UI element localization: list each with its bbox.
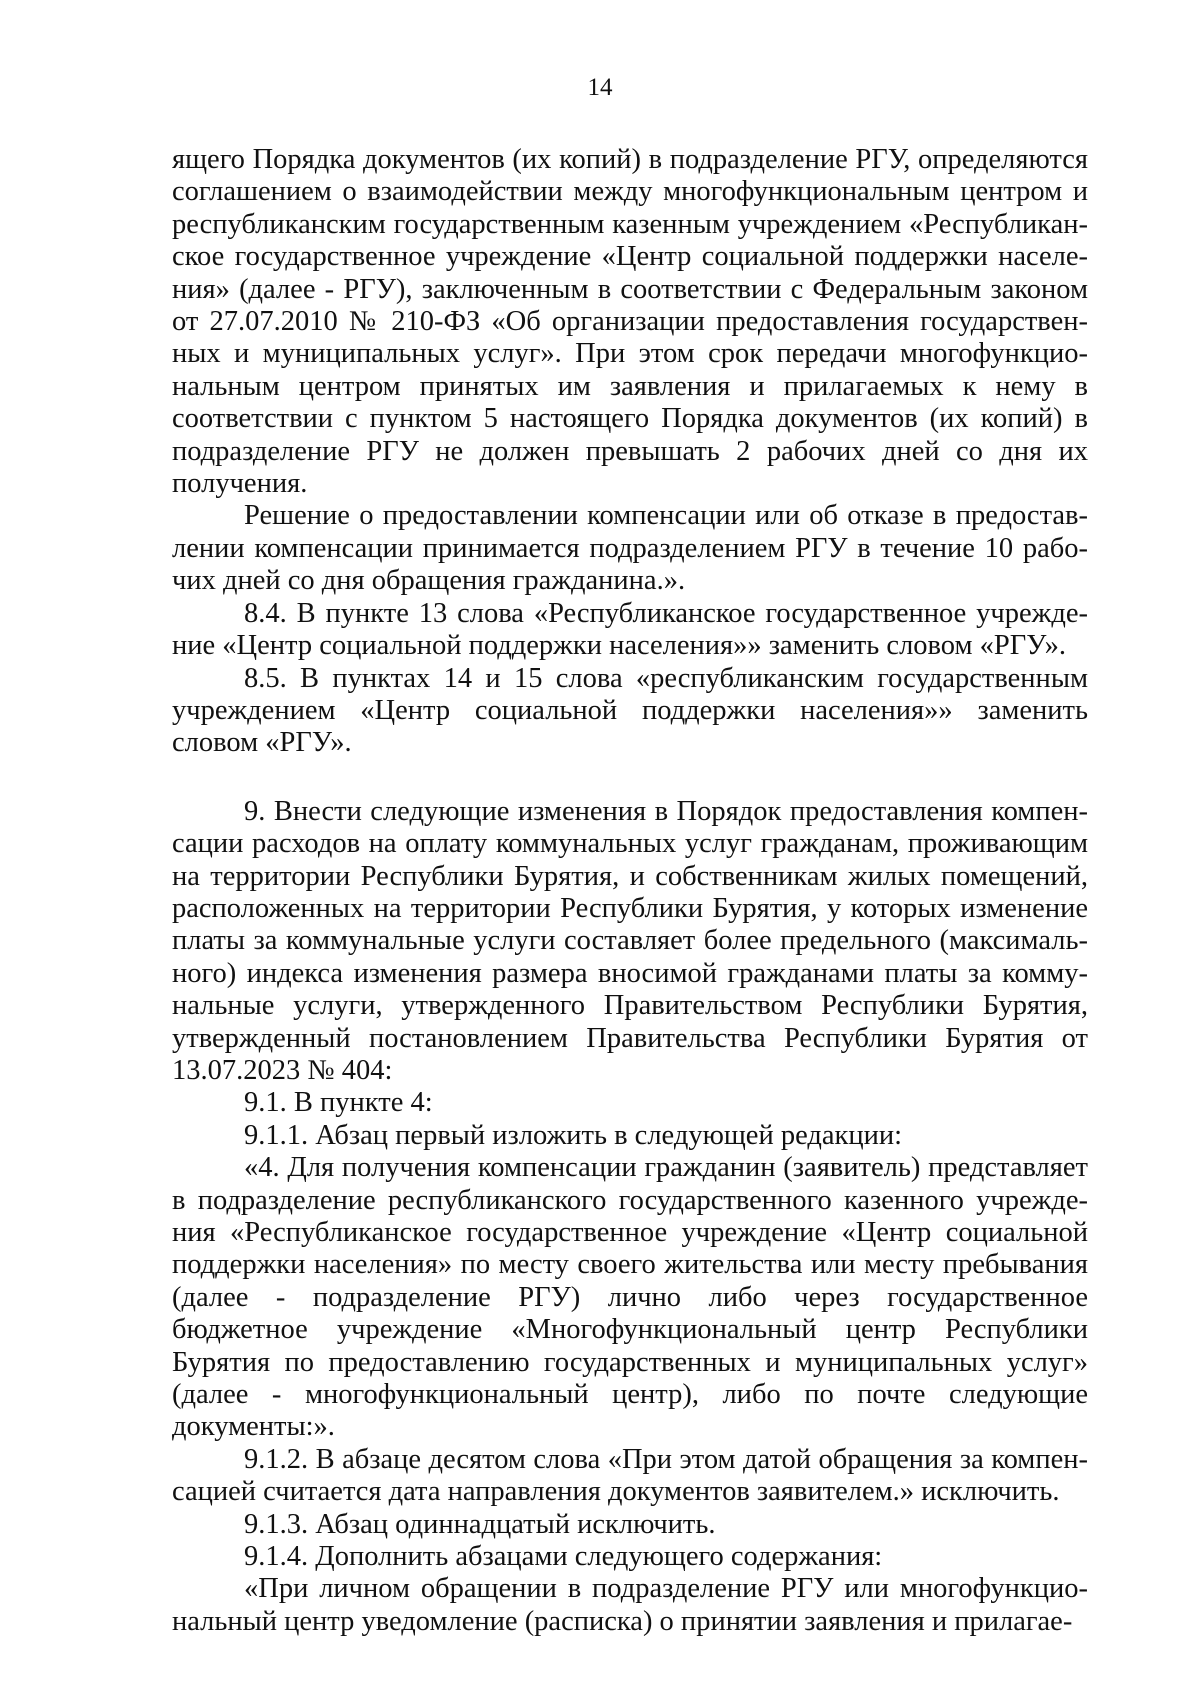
paragraph-9-1-4: 9.1.4. Дополнить абзацами следующего содержания: (244, 1541, 883, 1573)
paragraph-9: 9. Внести следующие изменения в Порядок предоставления компенсации расходов на оплату коммунальных услуг гражданам, проживающим на территории Республики Бурятия, и собственникам жилых помещений, расположенных на территории Республики Бурятия, у которых изменение платы за коммунальные услуги составляет более предельного (максимального) индекса изменения размера вносимой гражданами платы за коммунальные услуги, утвержденного Правительством Республики Бурятия, утвержденный постановлением Правительства Республики Бурятия от 13.07.2023 № 404: (172, 795, 1088, 1086)
paragraph-9-1-1: 9.1.1. Абзац первый изложить в следующей редакции: (244, 1119, 903, 1151)
paragraph-quoted-4: «4. Для получения компенсации гражданин (заявитель) представляет в подразделение республиканского государственного казенного учреждения «Республиканское государственное учреждение «Центр социальной поддержки населения» по месту своего жительства или месту пребывания (далее - подразделение РГУ) лично либо через государственное бюджетное учреждение «Многофункциональный центр Республики Бурятия по предоставлению государственных и муниципальных услуг» (далее - многофункциональный центр), либо по почте следующие документы:». (172, 1152, 1088, 1443)
page-number: 14 (587, 74, 613, 101)
paragraph-decision: Решение о предоставлении компенсации или об отказе в предоставлении компенсации принимается подразделением РГУ в течение 10 рабочих дней со дня обращения гражданина.». (172, 500, 1088, 597)
paragraph-9-1-2: 9.1.2. В абзаце десятом слова «При этом датой обращения за компенсацией считается дата направления документов заявителем.» исключить. (172, 1443, 1088, 1508)
document-body (172, 144, 1088, 1638)
paragraph-continuation: ящего Порядка документов (их копий) в подразделение РГУ, определяются соглашением о взаимодействии между многофункциональным центром и республиканским государственным казенным учреждением «Республиканское государственное учреждение «Центр социальной поддержки населения» (далее - РГУ), заключенным в соответствии с Федеральным законом от 27.07.2010 № 210-ФЗ «Об организации предоставления государственных и муниципальных услуг». При этом срок передачи многофункциональным центром принятых им заявления и прилагаемых к нему в соответствии с пунктом 5 настоящего Порядка документов (их копий) в подразделение РГУ не должен превышать 2 рабочих дней со дня их получения. (172, 144, 1088, 500)
paragraph-quoted-personal: «При личном обращении в подразделение РГУ или многофункциональный центр уведомление (расписка) о принятии заявления и прилагае- (172, 1573, 1088, 1637)
paragraph-8-5: 8.5. В пунктах 14 и 15 слова «республиканским государственным учреждением «Центр социальной поддержки населения»» заменить словом «РГУ». (172, 662, 1088, 759)
paragraph-9-1: 9.1. В пункте 4: (244, 1087, 433, 1119)
paragraph-8-4: 8.4. В пункте 13 слова «Республиканское государственное учреждение «Центр социальной поддержки населения»» заменить словом «РГУ». (172, 597, 1088, 662)
paragraph-9-1-3: 9.1.3. Абзац одиннадцатый исключить. (244, 1508, 716, 1540)
